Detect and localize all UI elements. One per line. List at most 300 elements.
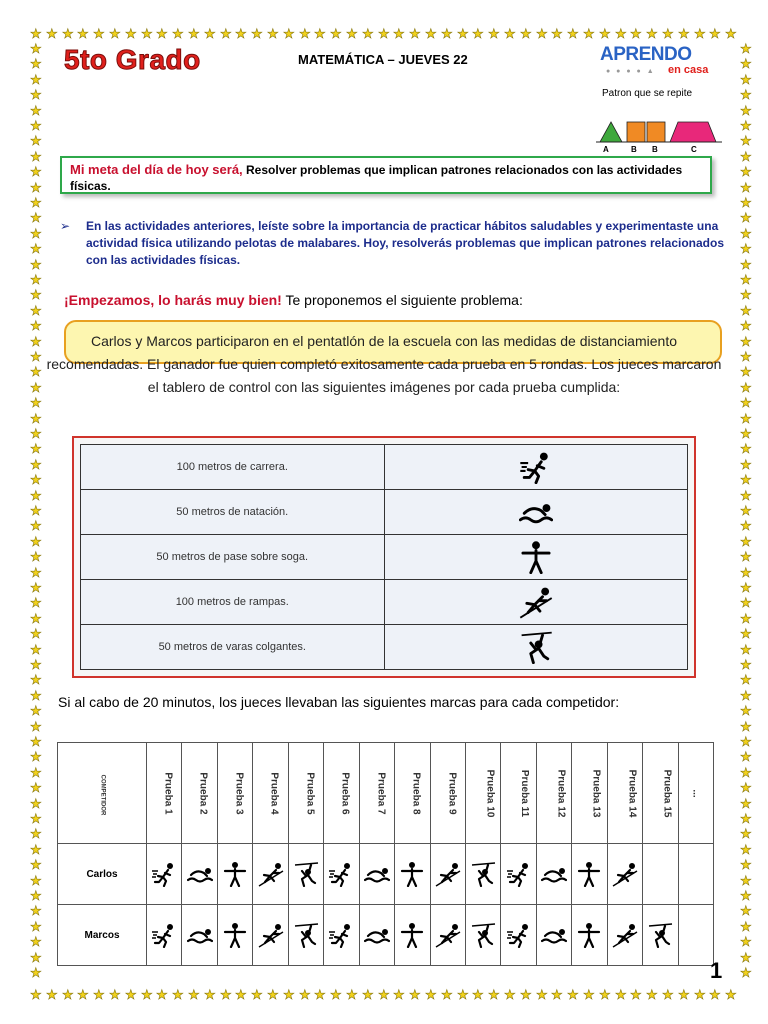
ramp-runner-icon	[608, 861, 642, 887]
border-star-icon: ★	[30, 211, 42, 226]
border-star-icon: ★	[740, 843, 752, 858]
border-star-icon: ★	[30, 673, 42, 688]
test-column-header	[501, 743, 536, 844]
border-star-icon: ★	[30, 134, 42, 149]
runner-icon	[501, 922, 535, 948]
border-star-icon: ★	[346, 988, 358, 1003]
border-star-icon: ★	[30, 489, 42, 504]
score-cell	[430, 844, 465, 905]
ramp-runner-icon	[431, 922, 465, 948]
border-star-icon: ★	[615, 27, 627, 42]
score-cell	[643, 844, 678, 905]
border-star-icon: ★	[330, 988, 342, 1003]
border-star-icon: ★	[30, 365, 42, 380]
test-column-header	[324, 743, 359, 844]
border-star-icon: ★	[30, 581, 42, 596]
border-star-icon: ★	[299, 27, 311, 42]
border-star-icon: ★	[740, 504, 752, 519]
border-star-icon: ★	[694, 988, 706, 1003]
intro-text: En las actividades anteriores, leíste sobre la importancia de practicar hábitos saludables y experimentaste una actividad física utilizando pelotas de malabares. Hoy, resolverás problemas que implican patrones relacionados con las actividades físicas.	[86, 219, 724, 267]
border-star-icon: ★	[30, 288, 42, 303]
border-star-icon: ★	[30, 304, 42, 319]
score-cell	[217, 844, 252, 905]
border-star-icon: ★	[441, 988, 453, 1003]
border-star-icon: ★	[740, 858, 752, 873]
test-column-header	[182, 743, 217, 844]
pole-hanger-icon	[289, 861, 323, 887]
border-star-icon: ★	[740, 57, 752, 72]
pole-hanger-icon	[466, 861, 500, 887]
border-star-icon: ★	[740, 581, 752, 596]
test-row	[81, 490, 688, 535]
test-label: 50 metros de varas colgantes.	[81, 625, 385, 670]
border-star-icon: ★	[740, 104, 752, 119]
border-star-icon: ★	[30, 442, 42, 457]
border-star-icon: ★	[251, 988, 263, 1003]
border-star-icon: ★	[740, 211, 752, 226]
ramp-runner-icon	[253, 861, 287, 887]
start-line	[64, 292, 523, 308]
border-star-icon: ★	[740, 427, 752, 442]
ramp-runner-icon	[253, 922, 287, 948]
border-star-icon: ★	[678, 27, 690, 42]
border-star-icon: ★	[740, 889, 752, 904]
pole-hanger-icon	[466, 922, 500, 948]
border-star-icon: ★	[30, 612, 42, 627]
border-star-icon: ★	[740, 227, 752, 242]
pattern-shapes	[594, 102, 724, 152]
rope-walker-icon	[395, 861, 429, 887]
border-star-icon: ★	[30, 242, 42, 257]
border-star-icon: ★	[740, 920, 752, 935]
border-star-icon: ★	[77, 27, 89, 42]
test-column-header	[678, 743, 713, 844]
test-column-label: Prueba 1	[162, 771, 174, 815]
border-star-icon: ★	[30, 73, 42, 88]
border-star-icon: ★	[30, 904, 42, 919]
rope-walker-icon	[572, 922, 606, 948]
test-column-header	[359, 743, 394, 844]
border-star-icon: ★	[551, 27, 563, 42]
border-star-icon: ★	[740, 350, 752, 365]
border-star-icon: ★	[141, 27, 153, 42]
border-star-icon: ★	[740, 735, 752, 750]
competitor-name: Marcos	[58, 905, 147, 966]
score-cell	[607, 844, 642, 905]
border-star-icon: ★	[646, 988, 658, 1003]
test-row	[81, 445, 688, 490]
border-star-icon: ★	[30, 889, 42, 904]
score-cell	[359, 844, 394, 905]
test-column-header	[607, 743, 642, 844]
border-star-icon: ★	[30, 750, 42, 765]
swimmer-icon	[182, 861, 216, 887]
question-text: Si al cabo de 20 minutos, los jueces llevaban las siguientes marcas para cada competidor:	[58, 694, 620, 710]
border-star-icon: ★	[30, 381, 42, 396]
rope-walker-icon	[218, 861, 252, 887]
border-star-icon: ★	[30, 735, 42, 750]
border-star-icon: ★	[740, 627, 752, 642]
pattern-trapezoid-c	[670, 122, 716, 142]
border-star-icon: ★	[30, 843, 42, 858]
test-column-label: Prueba 11	[519, 769, 531, 817]
border-star-icon: ★	[472, 988, 484, 1003]
border-star-icon: ★	[30, 473, 42, 488]
page-number: 1	[710, 958, 723, 983]
score-cell	[395, 905, 430, 966]
test-column-label: Prueba 3	[233, 771, 245, 815]
border-star-icon: ★	[141, 988, 153, 1003]
competitor-row	[58, 844, 714, 905]
border-star-icon: ★	[740, 181, 752, 196]
border-star-icon: ★	[235, 27, 247, 42]
border-star-icon: ★	[662, 27, 674, 42]
border-star-icon: ★	[30, 181, 42, 196]
test-column-label: ...	[690, 788, 702, 798]
border-star-icon: ★	[30, 519, 42, 534]
test-column-label: Prueba 9	[446, 771, 458, 815]
test-column-label: Prueba 10	[484, 769, 496, 817]
test-label: 100 metros de carrera.	[81, 445, 385, 490]
border-star-icon: ★	[30, 797, 42, 812]
test-column-label: Prueba 6	[339, 771, 351, 815]
test-label: 100 metros de rampas.	[81, 580, 385, 625]
score-cell	[324, 905, 359, 966]
border-star-icon: ★	[740, 904, 752, 919]
border-star-icon: ★	[709, 27, 721, 42]
runner-icon	[501, 861, 535, 887]
border-star-icon: ★	[725, 27, 737, 42]
border-star-icon: ★	[740, 704, 752, 719]
border-star-icon: ★	[156, 27, 168, 42]
grade-title: 5to Grado	[64, 44, 201, 75]
border-star-icon: ★	[740, 596, 752, 611]
border-star-icon: ★	[536, 27, 548, 42]
test-table	[72, 436, 696, 678]
border-star-icon: ★	[740, 381, 752, 396]
test-column-header	[147, 743, 182, 844]
border-star-icon: ★	[125, 988, 137, 1003]
border-star-icon: ★	[30, 57, 42, 72]
border-star-icon: ★	[30, 966, 42, 981]
border-star-icon: ★	[457, 988, 469, 1003]
border-star-icon: ★	[30, 689, 42, 704]
border-star-icon: ★	[740, 673, 752, 688]
pole-hanger-icon	[643, 922, 677, 948]
runner-icon	[147, 922, 181, 948]
border-star-icon: ★	[30, 196, 42, 211]
border-star-icon: ★	[520, 27, 532, 42]
test-label: 50 metros de pase sobre soga.	[81, 535, 385, 580]
border-star-icon: ★	[62, 27, 74, 42]
border-star-icon: ★	[393, 988, 405, 1003]
border-star-icon: ★	[109, 988, 121, 1003]
goal-text: Resolver problemas que implican patrones relacionados con las actividades físicas.	[70, 163, 683, 193]
border-star-icon: ★	[30, 165, 42, 180]
swimmer-icon	[360, 922, 394, 948]
test-column-label: Prueba 13	[590, 769, 602, 817]
swimmer-icon	[537, 922, 571, 948]
border-star-icon: ★	[740, 42, 752, 57]
border-star-icon: ★	[346, 27, 358, 42]
border-star-icon: ★	[93, 988, 105, 1003]
pattern-square-b2	[647, 122, 665, 142]
ramp-runner-icon	[386, 585, 687, 619]
score-cell	[465, 844, 500, 905]
border-star-icon: ★	[30, 643, 42, 658]
border-star-icon: ★	[740, 658, 752, 673]
border-star-icon: ★	[30, 858, 42, 873]
swimmer-icon	[360, 861, 394, 887]
test-column-header	[395, 743, 430, 844]
border-star-icon: ★	[740, 689, 752, 704]
logo-sub-text: en casa	[668, 64, 709, 76]
border-star-icon: ★	[740, 150, 752, 165]
test-column-label: Prueba 12	[555, 769, 567, 817]
border-star-icon: ★	[740, 797, 752, 812]
border-star-icon: ★	[740, 612, 752, 627]
test-column-label: Prueba 7	[375, 771, 387, 815]
border-star-icon: ★	[204, 27, 216, 42]
border-star-icon: ★	[536, 988, 548, 1003]
border-star-icon: ★	[30, 350, 42, 365]
swimmer-icon	[537, 861, 571, 887]
border-star-icon: ★	[740, 827, 752, 842]
problem-text: Carlos y Marcos participaron en el pentatlón de la escuela con las medidas de distanciamiento recomendadas. El ganador fue quien completó exitosamente cada prueba en 5 rondas. Los jueces marcaron el tablero de control con las siguientes imágenes por cada prueba cumplida:	[46, 333, 722, 395]
score-cell	[182, 844, 217, 905]
pole-hanger-icon	[289, 922, 323, 948]
pole-hanger-icon	[386, 630, 687, 664]
border-star-icon: ★	[267, 27, 279, 42]
rope-walker-icon	[572, 861, 606, 887]
ramp-runner-icon	[608, 922, 642, 948]
rope-walker-icon	[395, 922, 429, 948]
border-star-icon: ★	[740, 766, 752, 781]
pattern-title: Patron que se repite	[602, 88, 693, 99]
border-star-icon: ★	[740, 550, 752, 565]
border-star-icon: ★	[30, 920, 42, 935]
border-star-icon: ★	[30, 427, 42, 442]
competitor-name: Carlos	[58, 844, 147, 905]
border-star-icon: ★	[694, 27, 706, 42]
border-star-icon: ★	[630, 988, 642, 1003]
border-star-icon: ★	[740, 535, 752, 550]
border-star-icon: ★	[30, 119, 42, 134]
border-star-icon: ★	[740, 442, 752, 457]
border-star-icon: ★	[314, 988, 326, 1003]
score-cell	[253, 844, 288, 905]
score-cell	[147, 905, 182, 966]
border-star-icon: ★	[740, 304, 752, 319]
score-cell	[678, 844, 713, 905]
border-star-icon: ★	[30, 720, 42, 735]
border-star-icon: ★	[740, 273, 752, 288]
border-star-icon: ★	[62, 988, 74, 1003]
test-icon-cell	[384, 445, 688, 490]
test-column-label: Prueba 4	[268, 771, 280, 815]
border-star-icon: ★	[30, 874, 42, 889]
border-star-icon: ★	[740, 935, 752, 950]
score-cell	[536, 844, 571, 905]
test-column-label: Prueba 8	[410, 771, 422, 815]
border-star-icon: ★	[30, 227, 42, 242]
border-star-icon: ★	[740, 489, 752, 504]
test-column-header	[430, 743, 465, 844]
border-star-icon: ★	[599, 27, 611, 42]
border-star-icon: ★	[204, 988, 216, 1003]
start-lead: ¡Empezamos, lo harás muy bien!	[64, 292, 282, 308]
border-star-icon: ★	[662, 988, 674, 1003]
border-star-icon: ★	[30, 658, 42, 673]
border-star-icon: ★	[740, 242, 752, 257]
border-star-icon: ★	[740, 288, 752, 303]
border-star-icon: ★	[740, 88, 752, 103]
border-star-icon: ★	[93, 27, 105, 42]
border-star-icon: ★	[740, 643, 752, 658]
border-star-icon: ★	[30, 812, 42, 827]
border-star-icon: ★	[740, 165, 752, 180]
subject-date-title: MATEMÁTICA – JUEVES 22	[298, 52, 468, 67]
border-star-icon: ★	[740, 874, 752, 889]
border-star-icon: ★	[30, 535, 42, 550]
border-star-icon: ★	[30, 88, 42, 103]
score-cell	[501, 844, 536, 905]
test-icon-cell	[384, 490, 688, 535]
border-star-icon: ★	[740, 473, 752, 488]
pattern-label-c: C	[691, 145, 697, 152]
border-star-icon: ★	[362, 988, 374, 1003]
border-star-icon: ★	[740, 412, 752, 427]
border-star-icon: ★	[125, 27, 137, 42]
border-star-icon: ★	[30, 627, 42, 642]
start-text: Te proponemos el siguiente problema:	[285, 292, 523, 308]
border-star-icon: ★	[30, 396, 42, 411]
border-star-icon: ★	[30, 596, 42, 611]
competitor-header-label: COMPETIDOR	[98, 774, 105, 815]
score-cell	[572, 905, 607, 966]
border-star-icon: ★	[30, 566, 42, 581]
border-star-icon: ★	[188, 988, 200, 1003]
score-cell	[147, 844, 182, 905]
border-star-icon: ★	[378, 988, 390, 1003]
test-column-header	[643, 743, 678, 844]
test-icon-cell	[384, 580, 688, 625]
border-star-icon: ★	[567, 988, 579, 1003]
logo-dots-icon: ● ● ● ● ▲	[606, 68, 656, 75]
test-column-header	[217, 743, 252, 844]
test-icon-cell	[384, 625, 688, 670]
test-column-header	[572, 743, 607, 844]
border-star-icon: ★	[740, 396, 752, 411]
border-star-icon: ★	[330, 27, 342, 42]
border-star-icon: ★	[46, 988, 58, 1003]
border-star-icon: ★	[283, 988, 295, 1003]
border-star-icon: ★	[630, 27, 642, 42]
border-star-icon: ★	[740, 566, 752, 581]
border-star-icon: ★	[441, 27, 453, 42]
border-star-icon: ★	[740, 458, 752, 473]
test-row	[81, 625, 688, 670]
swimmer-icon	[386, 495, 687, 529]
test-column-header	[465, 743, 500, 844]
border-star-icon: ★	[235, 988, 247, 1003]
border-star-icon: ★	[488, 988, 500, 1003]
test-column-label: Prueba 2	[198, 771, 210, 815]
border-star-icon: ★	[109, 27, 121, 42]
test-column-header	[253, 743, 288, 844]
competitor-row	[58, 905, 714, 966]
border-star-icon: ★	[740, 781, 752, 796]
border-star-icon: ★	[30, 258, 42, 273]
border-star-icon: ★	[504, 27, 516, 42]
border-star-icon: ★	[188, 27, 200, 42]
goal-box	[60, 156, 712, 194]
border-star-icon: ★	[251, 27, 263, 42]
border-star-icon: ★	[30, 150, 42, 165]
border-star-icon: ★	[740, 134, 752, 149]
score-cell	[501, 905, 536, 966]
border-star-icon: ★	[504, 988, 516, 1003]
border-star-icon: ★	[725, 988, 737, 1003]
border-star-icon: ★	[740, 966, 752, 981]
test-label: 50 metros de natación.	[81, 490, 385, 535]
score-cell	[359, 905, 394, 966]
score-cell	[678, 905, 713, 966]
pattern-label-a: A	[603, 145, 609, 152]
border-star-icon: ★	[709, 988, 721, 1003]
border-star-icon: ★	[740, 73, 752, 88]
score-cell	[324, 844, 359, 905]
border-star-icon: ★	[283, 27, 295, 42]
border-star-icon: ★	[156, 988, 168, 1003]
border-star-icon: ★	[740, 750, 752, 765]
score-cell	[465, 905, 500, 966]
border-star-icon: ★	[740, 519, 752, 534]
border-star-icon: ★	[740, 335, 752, 350]
test-row	[81, 535, 688, 580]
intro-paragraph	[60, 218, 728, 269]
pattern-triangle-a	[600, 122, 622, 142]
runner-icon	[147, 861, 181, 887]
border-star-icon: ★	[30, 335, 42, 350]
border-star-icon: ★	[30, 42, 42, 57]
test-row	[81, 580, 688, 625]
bullet-arrow-icon: ➢	[60, 219, 71, 233]
score-cell	[288, 905, 323, 966]
rope-walker-icon	[386, 540, 687, 574]
border-star-icon: ★	[30, 951, 42, 966]
border-star-icon: ★	[520, 988, 532, 1003]
border-star-icon: ★	[583, 27, 595, 42]
score-cell	[395, 844, 430, 905]
test-column-label: Prueba 15	[661, 769, 673, 817]
border-star-icon: ★	[220, 27, 232, 42]
test-column-header	[288, 743, 323, 844]
aprendo-en-casa-logo	[600, 44, 720, 76]
score-cell	[536, 905, 571, 966]
pattern-label-b1: B	[631, 145, 637, 152]
border-star-icon: ★	[30, 988, 42, 1003]
border-star-icon: ★	[457, 27, 469, 42]
border-star-icon: ★	[740, 951, 752, 966]
border-star-icon: ★	[740, 319, 752, 334]
border-star-icon: ★	[30, 273, 42, 288]
border-star-icon: ★	[409, 988, 421, 1003]
border-star-icon: ★	[314, 27, 326, 42]
score-cell	[217, 905, 252, 966]
border-star-icon: ★	[172, 988, 184, 1003]
score-cell	[182, 905, 217, 966]
